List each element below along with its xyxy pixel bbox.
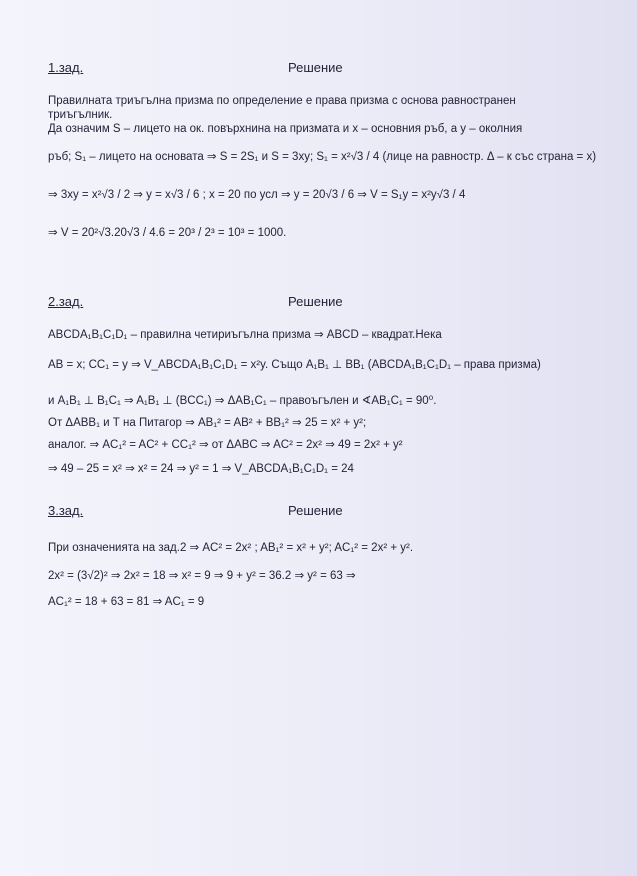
task-1	[48, 60, 597, 239]
task-1-line-4: ръб; S₁ – лицето на основата ⇒ S = 2S₁ и S = 3xy; S₁ = x²√3 / 4 (лице на равностр. Δ – к със страна = x)	[48, 151, 597, 163]
task-2-line-6: ⇒ 49 – 25 = x² ⇒ x² = 24 ⇒ y² = 1 ⇒ V_ABCDA₁B₁C₁D₁ = 24	[48, 463, 354, 475]
task-1-title: Решение	[288, 60, 343, 75]
task-2-header	[48, 294, 567, 312]
task-2-line-5: аналог. ⇒ AC₁² = AC² + CC₁² ⇒ от ΔABC ⇒ AC² = 2x² ⇒ 49 = 2x² + y²	[48, 439, 403, 451]
task-1-line-2: триъгълник.	[48, 109, 113, 121]
task-2-title: Решение	[288, 294, 343, 309]
task-3-line-3: AC₁² = 18 + 63 = 81 ⇒ AC₁ = 9	[48, 596, 205, 608]
task-2-line-3: и A₁B₁ ⊥ B₁C₁ ⇒ A₁B₁ ⊥ (BCC₁) ⇒ ΔAB₁C₁ – правоъгълен и ∢AB₁C₁ = 90⁰.	[48, 395, 437, 407]
task-3-title: Решение	[288, 503, 343, 518]
task-1-line-6: ⇒ V = 20²√3.20√3 / 4.6 = 20³ / 2³ = 10³ = 1000.	[48, 227, 287, 239]
task-3-header	[48, 503, 567, 521]
task-2-line-1: ABCDA₁B₁C₁D₁ – правилна четириъгълна призма ⇒ ABCD – квадрат.Нека	[48, 329, 442, 341]
task-1-line-3: Да означим S – лицето на ок. повърхнина на призмата и x – основния ръб, а y – околния	[48, 123, 523, 135]
task-1-line-5: ⇒ 3xy = x²√3 / 2 ⇒ y = x√3 / 6 ; x = 20 по усл ⇒ y = 20√3 / 6 ⇒ V = S₁y = x²y√3 / 4	[48, 189, 466, 201]
task-1-header	[48, 60, 567, 78]
task-3-line-1: При означенията на зад.2 ⇒ AC² = 2x² ; AB₁² = x² + y²; AC₁² = 2x² + y².	[48, 542, 414, 554]
task-1-number: 1.зад.	[48, 60, 84, 75]
task-2-number: 2.зад.	[48, 294, 84, 309]
task-3-line-2: 2x² = (3√2)² ⇒ 2x² = 18 ⇒ x² = 9 ⇒ 9 + y² = 36.2 ⇒ y² = 63 ⇒	[48, 570, 356, 582]
task-2-line-4: От ΔABB₁ и Т на Питагор ⇒ AB₁² = AB² + BB₁² ⇒ 25 = x² + y²;	[48, 417, 367, 429]
task-1-line-1: Правилната триъгълна призма по определение е права призма с основа равностранен	[48, 95, 516, 107]
task-3-number: 3.зад.	[48, 503, 84, 518]
task-3	[48, 503, 567, 608]
task-2-line-2: AB = x; CC₁ = y ⇒ V_ABCDA₁B₁C₁D₁ = x²y. Също A₁B₁ ⊥ BB₁ (ABCDA₁B₁C₁D₁ – права призма)	[48, 359, 541, 371]
task-2	[48, 294, 567, 475]
